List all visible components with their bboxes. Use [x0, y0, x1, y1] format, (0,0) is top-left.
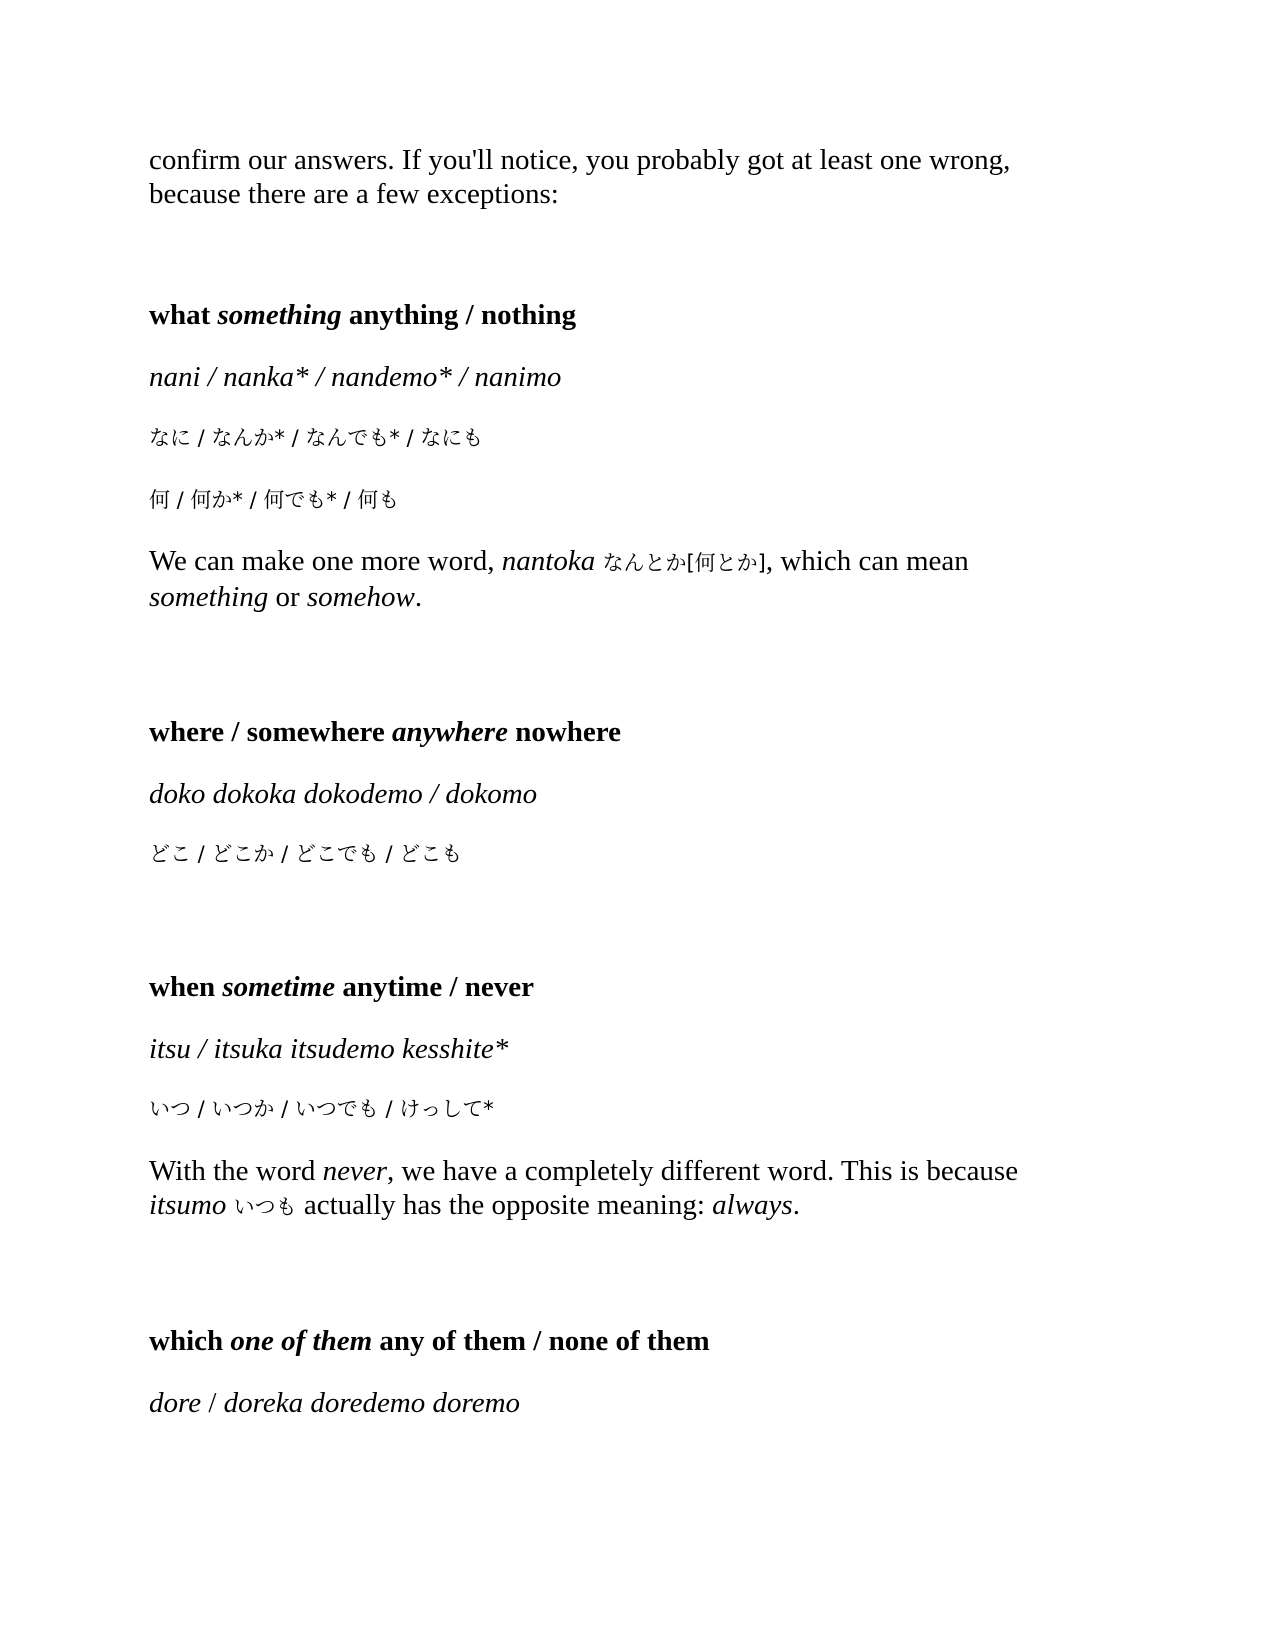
romaji-which-rest: doreka doredemo doremo	[223, 1387, 521, 1419]
heading-when-word: when	[149, 971, 216, 1003]
kanji-line-what: 何 / 何か* / 何でも* / 何も	[149, 488, 400, 512]
romaji-which-dore: dore	[149, 1387, 202, 1419]
note-what-text-1: We can make one more word,	[149, 545, 495, 577]
note-when-text-1: With the word	[149, 1155, 316, 1187]
heading-which-rest: any of them / none of them	[379, 1325, 710, 1357]
note-what-or: or	[275, 581, 300, 613]
note-what-nantoka: nantoka	[501, 545, 596, 577]
note-when-itsumo-jp: いつも	[233, 1195, 297, 1219]
romaji-line-when: itsu / itsuka itsudemo kesshite*	[149, 1033, 509, 1065]
romaji-line-which	[149, 1386, 520, 1420]
note-what-nantoka-jp: なんとか[何とか]	[602, 551, 766, 575]
heading-which-emphasis: one of them	[230, 1325, 373, 1357]
intro-paragraph	[149, 143, 1010, 211]
heading-where-emphasis: anywhere	[391, 716, 508, 748]
intro-line-1: confirm our answers. If you'll notice, you probably got at least one wrong,	[149, 144, 1011, 176]
romaji-line-what: nani / nanka* / nandemo* / nanimo	[149, 361, 562, 393]
heading-when-rest: anytime / never	[342, 971, 535, 1003]
heading-where-word: where / somewhere	[149, 716, 385, 748]
intro-line-2: because there are a few exceptions:	[149, 178, 559, 210]
heading-where-rest: nowhere	[515, 716, 621, 748]
note-what-somehow: somehow	[306, 581, 415, 613]
hiragana-line-when: いつ / いつか / いつでも / けっして*	[149, 1097, 494, 1121]
heading-what-rest: anything / nothing	[348, 299, 577, 331]
heading-which-word: which	[149, 1325, 224, 1357]
note-when-text-3: actually has the opposite meaning:	[303, 1189, 705, 1221]
hiragana-line-where: どこ / どこか / どこでも / どこも	[149, 842, 463, 866]
heading-what-word: what	[149, 299, 211, 331]
note-paragraph-what	[149, 544, 969, 614]
hiragana-line-what: なに / なんか* / なんでも* / なにも	[149, 426, 484, 450]
note-when-period: .	[792, 1189, 800, 1221]
note-what-something: something	[149, 581, 269, 613]
heading-what-emphasis: something	[217, 299, 342, 331]
note-when-itsumo: itsumo	[149, 1189, 227, 1221]
note-paragraph-when	[149, 1154, 1018, 1224]
note-when-always: always	[712, 1189, 793, 1221]
romaji-which-slash: /	[208, 1387, 217, 1419]
heading-when-emphasis: sometime	[222, 971, 336, 1003]
note-when-text-2: , we have a completely different word. This is because	[387, 1155, 1019, 1187]
section-heading-where	[149, 715, 621, 749]
note-what-period: .	[414, 581, 423, 613]
note-what-text-2: , which can mean	[765, 545, 969, 577]
section-heading-when	[149, 970, 534, 1004]
romaji-line-where: doko dokoka dokodemo / dokomo	[149, 778, 538, 810]
note-when-never: never	[322, 1155, 388, 1187]
section-heading-what	[149, 298, 576, 332]
section-heading-which	[149, 1324, 710, 1358]
